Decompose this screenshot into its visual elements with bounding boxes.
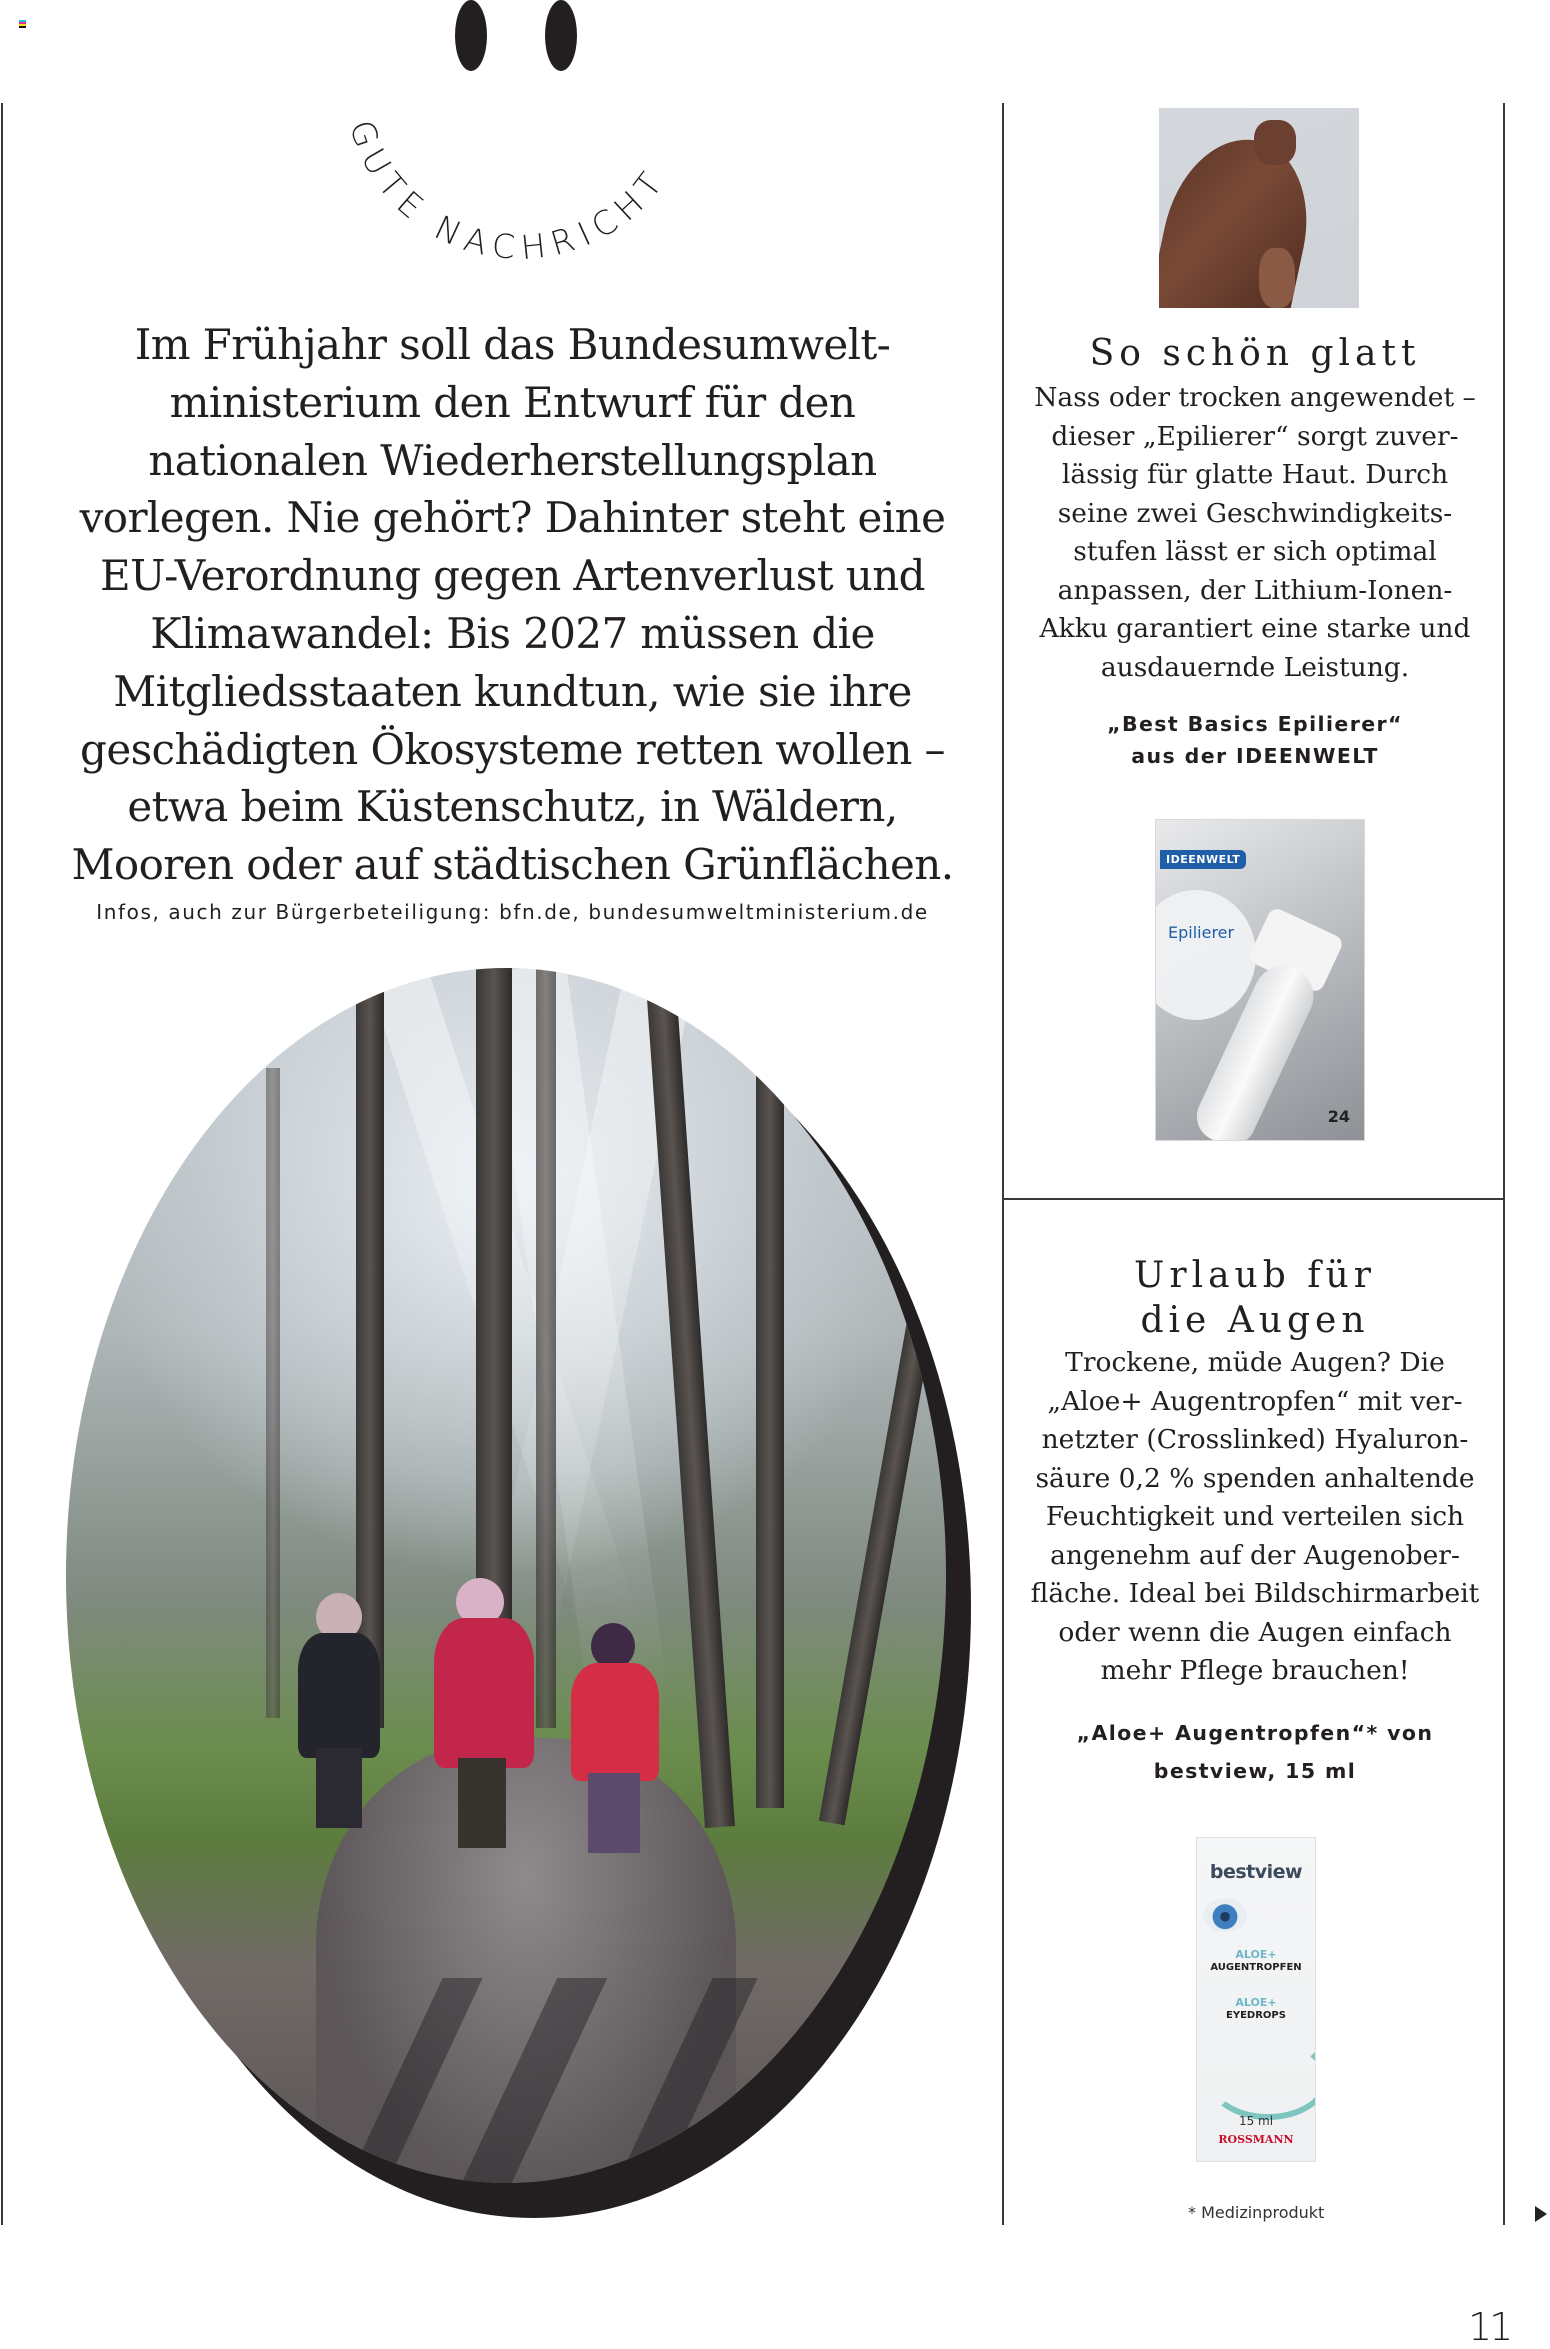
swoosh-graphic: [1207, 2038, 1316, 2120]
footnote: * Medizinprodukt: [1188, 2203, 1325, 2222]
forest-photo: [66, 968, 971, 2218]
warranty-badge: 24: [1327, 1107, 1350, 1126]
lead-line: nationalen Wiederherstellungsplan: [148, 435, 877, 485]
info-line: Infos, auch zur Bürgerbeteiligung: bfn.de, bundesumweltministerium.de: [96, 900, 929, 924]
lead-line: Klimawandel: Bis 2027 müssen die: [150, 608, 875, 658]
smiley-right-eye-icon: [545, 0, 577, 71]
smooth-skin-image: [1159, 108, 1359, 308]
brand-label: bestview: [1209, 1861, 1303, 1883]
page-number: 11: [1468, 2305, 1511, 2349]
lead-line: geschädigten Ökosysteme retten wollen –: [80, 724, 945, 774]
sidebar-item-body: Nass oder trocken angewendet – dieser „Epilierer“ sorgt zuver- lässig für glatte Haut. Durch seine zwei Geschwindigkeits- stufen lässt er sich optimal anpassen, der Lithium-Ionen- Akku garantiert eine starke und ausdauernde Leistung.: [1034, 382, 1476, 683]
eyedrops-package-image: bestview ALOE+ AUGENTROPFEN ALOE+ EYEDROPS 15 ml ROSSMANN: [1196, 1837, 1316, 2162]
product-caption: „Best Basics Epilierer“ aus der IDEENWELT: [1107, 712, 1403, 768]
lead-line: Im Frühjahr soll das Bundesumwelt-: [134, 320, 891, 369]
sidebar-item-body: Trockene, müde Augen? Die „Aloe+ Augentropfen“ mit ver- netzter (Crosslinked) Hyaluron- säure 0,2 % spenden anhaltende Feuchtigkeit und verteilen sich angenehm auf der Augenober- fläche. Ideal bei Bildschirmarbeit oder wenn die Augen einfach mehr Pflege brauchen!: [1030, 1347, 1480, 1686]
lead-line: vorlegen. Nie gehört? Dahinter steht eine: [79, 493, 946, 543]
lead-paragraph: [40, 316, 985, 894]
smiley-left-eye-icon: [455, 0, 487, 71]
column-divider-rule: [1002, 103, 1004, 2225]
epilator-package-image: [1155, 819, 1365, 1141]
child-left: [298, 1633, 380, 1758]
lead-line: Mitgliedsstaaten kundtun, wie sie ihre: [113, 666, 912, 716]
lead-line: Mooren oder auf städtischen Grünflächen.: [71, 840, 954, 890]
forest-children-image: [66, 968, 946, 2183]
lead-line: EU-Verordnung gegen Artenverlust und: [100, 551, 925, 601]
product-caption: „Aloe+ Augentropfen“* von bestview, 15 ml: [1076, 1721, 1434, 1783]
package-product-name: Epilierer: [1168, 923, 1235, 942]
kicker-text: GUTE NACHRICHT: [341, 115, 675, 268]
kicker-arc: [330, 115, 710, 285]
sidebar-item-title: Urlaub für die Augen: [1134, 1255, 1376, 1341]
sidebar-divider-rule: [1002, 1198, 1505, 1200]
next-page-arrow-icon[interactable]: [1535, 2206, 1547, 2222]
brand-label: IDEENWELT: [1160, 850, 1246, 869]
child-right: [571, 1663, 659, 1781]
print-registration-mark: [19, 20, 26, 29]
lead-line: etwa beim Küstenschutz, in Wäldern,: [127, 782, 898, 832]
eye-icon: [1203, 1898, 1247, 1932]
child-middle: [434, 1618, 534, 1768]
left-border-rule: [1, 103, 3, 2225]
sidebar-item-title: So schön glatt: [1089, 333, 1421, 374]
lead-line: ministerium den Entwurf für den: [169, 377, 856, 427]
